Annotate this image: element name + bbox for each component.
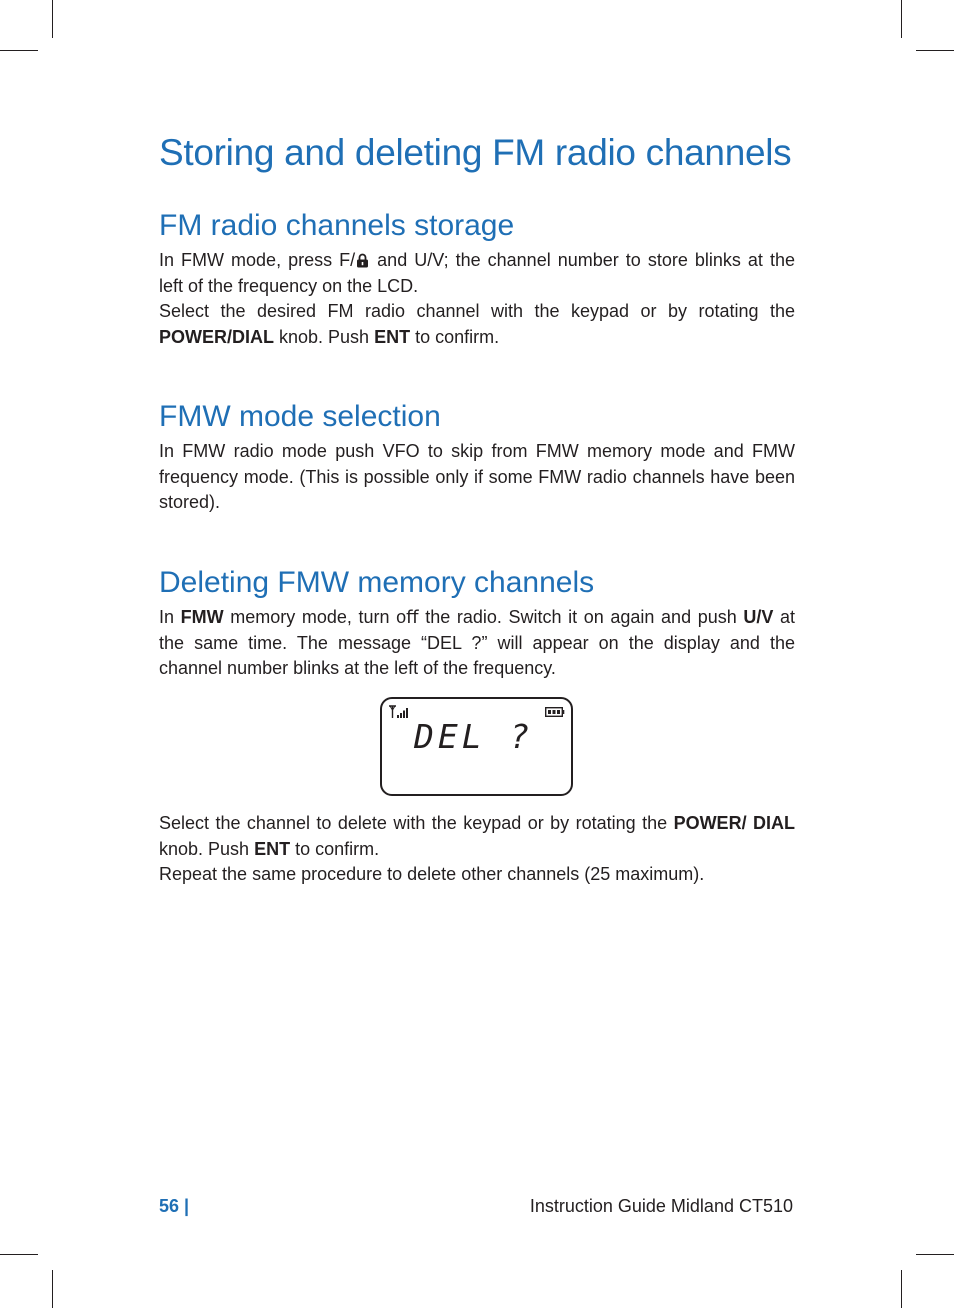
section-after bbox=[159, 811, 795, 888]
page-footer bbox=[159, 1193, 795, 1219]
crop-mark bbox=[52, 1270, 53, 1308]
paragraph: Repeat the same procedure to delete other channels (25 maximum). bbox=[159, 864, 705, 884]
crop-mark bbox=[916, 1254, 954, 1255]
crop-mark bbox=[901, 1270, 902, 1308]
crop-mark bbox=[0, 1254, 38, 1255]
section-mode-selection bbox=[159, 397, 795, 516]
lcd-display bbox=[380, 697, 573, 796]
paragraph: In FMW radio mode push VFO to skip from FMW memory mode and FMW frequency mode. (This is possible only if some FMW radio channels have been stored). bbox=[159, 441, 795, 512]
section-heading: FM radio channels storage bbox=[159, 209, 515, 242]
section-deleting bbox=[159, 563, 795, 682]
section-heading: Deleting FMW memory channels bbox=[159, 566, 595, 599]
crop-mark bbox=[0, 50, 38, 51]
lcd-message: DEL ? bbox=[414, 717, 534, 756]
battery-icon bbox=[545, 707, 565, 717]
paragraph: Select the channel to delete with the keypad or by rotating the POWER/ DIAL knob. Push ENT to conﬁrm. bbox=[159, 813, 795, 859]
section-storage bbox=[159, 206, 795, 350]
paragraph: In FMW mode, press F/ and U/V; the channel number to store blinks at the left of the frequency on the LCD. bbox=[159, 250, 795, 296]
crop-mark bbox=[916, 50, 954, 51]
crop-mark bbox=[901, 0, 902, 38]
page-content bbox=[159, 128, 796, 884]
crop-mark bbox=[52, 0, 53, 38]
paragraph: In FMW memory mode, turn oﬀ the radio. Switch it on again and push U/V at the same time. The message “DEL ?” will appear on the display and the channel number blinks at the left of the frequency. bbox=[159, 607, 796, 678]
section-heading: FMW mode selection bbox=[159, 400, 441, 433]
footer-title: Instruction Guide Midland CT510 bbox=[529, 1196, 793, 1216]
lock-icon bbox=[356, 250, 369, 265]
signal-icon bbox=[389, 705, 409, 719]
page-title: Storing and deleting FM radio channels bbox=[159, 132, 792, 173]
page-number: 56 | bbox=[159, 1196, 190, 1216]
paragraph: Select the desired FM radio channel with the keypad or by rotating the POWER/DIAL knob. Push ENT to conﬁrm. bbox=[159, 301, 795, 347]
